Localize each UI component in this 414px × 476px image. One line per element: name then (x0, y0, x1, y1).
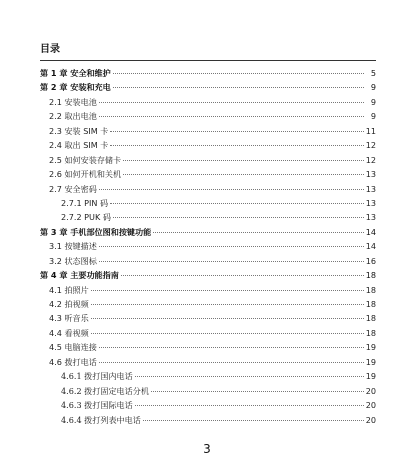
toc-entry-title: 第 4 章 主要功能指南 (40, 270, 119, 281)
toc-entry-title: 2.7.1 PIN 码 (61, 197, 109, 208)
toc-entry-page: 13 (365, 183, 376, 194)
toc-section-entry[interactable] (40, 138, 376, 152)
toc-entry-page: 12 (365, 154, 376, 165)
dot-leader (91, 333, 364, 334)
toc-entry-page: 13 (365, 197, 376, 208)
toc-entry-page: 18 (365, 299, 376, 309)
toc-entry-title: 第 2 章 安装和充电 (40, 82, 111, 93)
toc-entry-page: 18 (365, 284, 376, 295)
dot-leader (99, 102, 364, 103)
toc-entry-page: 18 (365, 327, 376, 338)
dot-leader (91, 304, 364, 305)
toc-subsection-entry[interactable] (40, 369, 376, 383)
toc-entry-page: 16 (365, 255, 376, 266)
toc-entry-title: 2.7.2 PUK 码 (61, 212, 111, 223)
toc-subsection-entry[interactable] (40, 210, 376, 224)
toc-chapter-entry[interactable] (40, 80, 376, 94)
toc-entry-page: 19 (365, 356, 376, 367)
dot-leader (121, 275, 364, 276)
toc-subsection-entry[interactable] (40, 196, 376, 210)
toc-entry-title: 4.1 拍照片 (49, 284, 89, 295)
dot-leader (135, 376, 364, 377)
page-number: 3 (203, 442, 211, 456)
toc-section-entry[interactable] (40, 182, 376, 196)
toc-entry-title: 第 3 章 手机部位图和按键功能 (40, 226, 152, 237)
dot-leader (91, 290, 364, 291)
dot-leader (153, 232, 363, 233)
toc-chapter-entry[interactable] (40, 268, 376, 282)
toc-section-entry[interactable] (40, 109, 376, 123)
toc-entry-title: 4.2 拍视频 (49, 299, 89, 309)
dot-leader (99, 347, 364, 348)
toc-entry-page: 20 (365, 414, 376, 425)
toc-subsection-entry[interactable] (40, 384, 376, 398)
dot-leader (143, 420, 364, 421)
toc-entry-page: 13 (365, 212, 376, 223)
toc-entry-title: 2.5 如何安装存储卡 (49, 154, 122, 165)
dot-leader (113, 73, 364, 74)
toc-chapter-entry[interactable] (40, 66, 376, 80)
toc-entry-title: 2.3 安装 SIM 卡 (49, 125, 109, 136)
toc-section-entry[interactable] (40, 340, 376, 354)
toc-section-entry[interactable] (40, 283, 376, 297)
dot-leader (151, 391, 364, 392)
toc-entry-title: 4.4 看视频 (49, 327, 89, 338)
toc-entry-page: 11 (365, 125, 376, 136)
toc-entry-page: 9 (370, 82, 376, 93)
toc-entry-page: 13 (365, 169, 376, 180)
toc-section-entry[interactable] (40, 355, 376, 369)
toc-entry-title: 4.5 电脑连接 (49, 342, 97, 353)
toc-entry-page: 19 (365, 342, 376, 353)
toc-chapter-entry[interactable] (40, 225, 376, 239)
toc-entry-title: 3.1 按键描述 (49, 241, 97, 252)
page-title: 目录 (40, 44, 60, 55)
dot-leader (110, 203, 364, 204)
table-of-contents (40, 66, 376, 427)
toc-section-entry[interactable] (40, 326, 376, 340)
toc-entry-title: 4.6.2 拨打固定电话分机 (61, 385, 149, 396)
toc-entry-page: 9 (370, 96, 376, 107)
toc-subsection-entry[interactable] (40, 398, 376, 412)
toc-entry-title: 2.2 取出电池 (49, 111, 97, 122)
toc-section-entry[interactable] (40, 254, 376, 268)
toc-entry-title: 2.4 取出 SIM 卡 (49, 140, 109, 151)
dot-leader (99, 116, 364, 117)
toc-entry-title: 4.6.1 拨打国内电话 (61, 371, 133, 382)
toc-entry-page: 12 (365, 140, 376, 151)
toc-entry-page: 20 (365, 400, 376, 411)
toc-section-entry[interactable] (40, 153, 376, 167)
toc-section-entry[interactable] (40, 167, 376, 181)
dot-leader (123, 174, 364, 175)
toc-entry-title: 4.6.3 拨打国际电话 (61, 400, 133, 411)
toc-entry-title: 4.6 拨打电话 (49, 356, 97, 367)
toc-entry-title: 2.7 安全密码 (49, 183, 97, 194)
toc-entry-page: 14 (365, 226, 376, 237)
toc-entry-title: 3.2 状态图标 (49, 255, 97, 266)
dot-leader (99, 189, 364, 190)
toc-section-entry[interactable] (40, 297, 376, 311)
toc-section-entry[interactable] (40, 239, 376, 253)
toc-section-entry[interactable] (40, 311, 376, 325)
toc-entry-title: 2.1 安装电池 (49, 96, 97, 107)
toc-subsection-entry[interactable] (40, 413, 376, 427)
toc-entry-page: 14 (365, 241, 376, 252)
dot-leader (110, 145, 363, 146)
toc-entry-page: 18 (365, 313, 376, 324)
toc-entry-page: 5 (370, 68, 376, 78)
dot-leader (123, 160, 364, 161)
toc-entry-title: 4.6.4 拨打列表中电话 (61, 414, 141, 425)
toc-section-entry[interactable] (40, 124, 376, 138)
toc-entry-title: 第 1 章 安全和维护 (40, 68, 111, 78)
dot-leader (99, 246, 364, 247)
toc-entry-page: 19 (365, 371, 376, 382)
dot-leader (135, 405, 364, 406)
dot-leader (91, 318, 364, 319)
dot-leader (99, 261, 364, 262)
toc-entry-title: 4.3 听音乐 (49, 313, 89, 324)
toc-entry-title: 2.6 如何开机和关机 (49, 169, 122, 180)
toc-entry-page: 9 (370, 111, 376, 122)
dot-leader (99, 362, 364, 363)
dot-leader (113, 87, 364, 88)
dot-leader (113, 217, 364, 218)
toc-entry-page: 20 (365, 385, 376, 396)
toc-entry-page: 18 (365, 270, 376, 281)
dot-leader (110, 131, 363, 132)
title-divider (40, 60, 376, 61)
toc-section-entry[interactable] (40, 95, 376, 109)
